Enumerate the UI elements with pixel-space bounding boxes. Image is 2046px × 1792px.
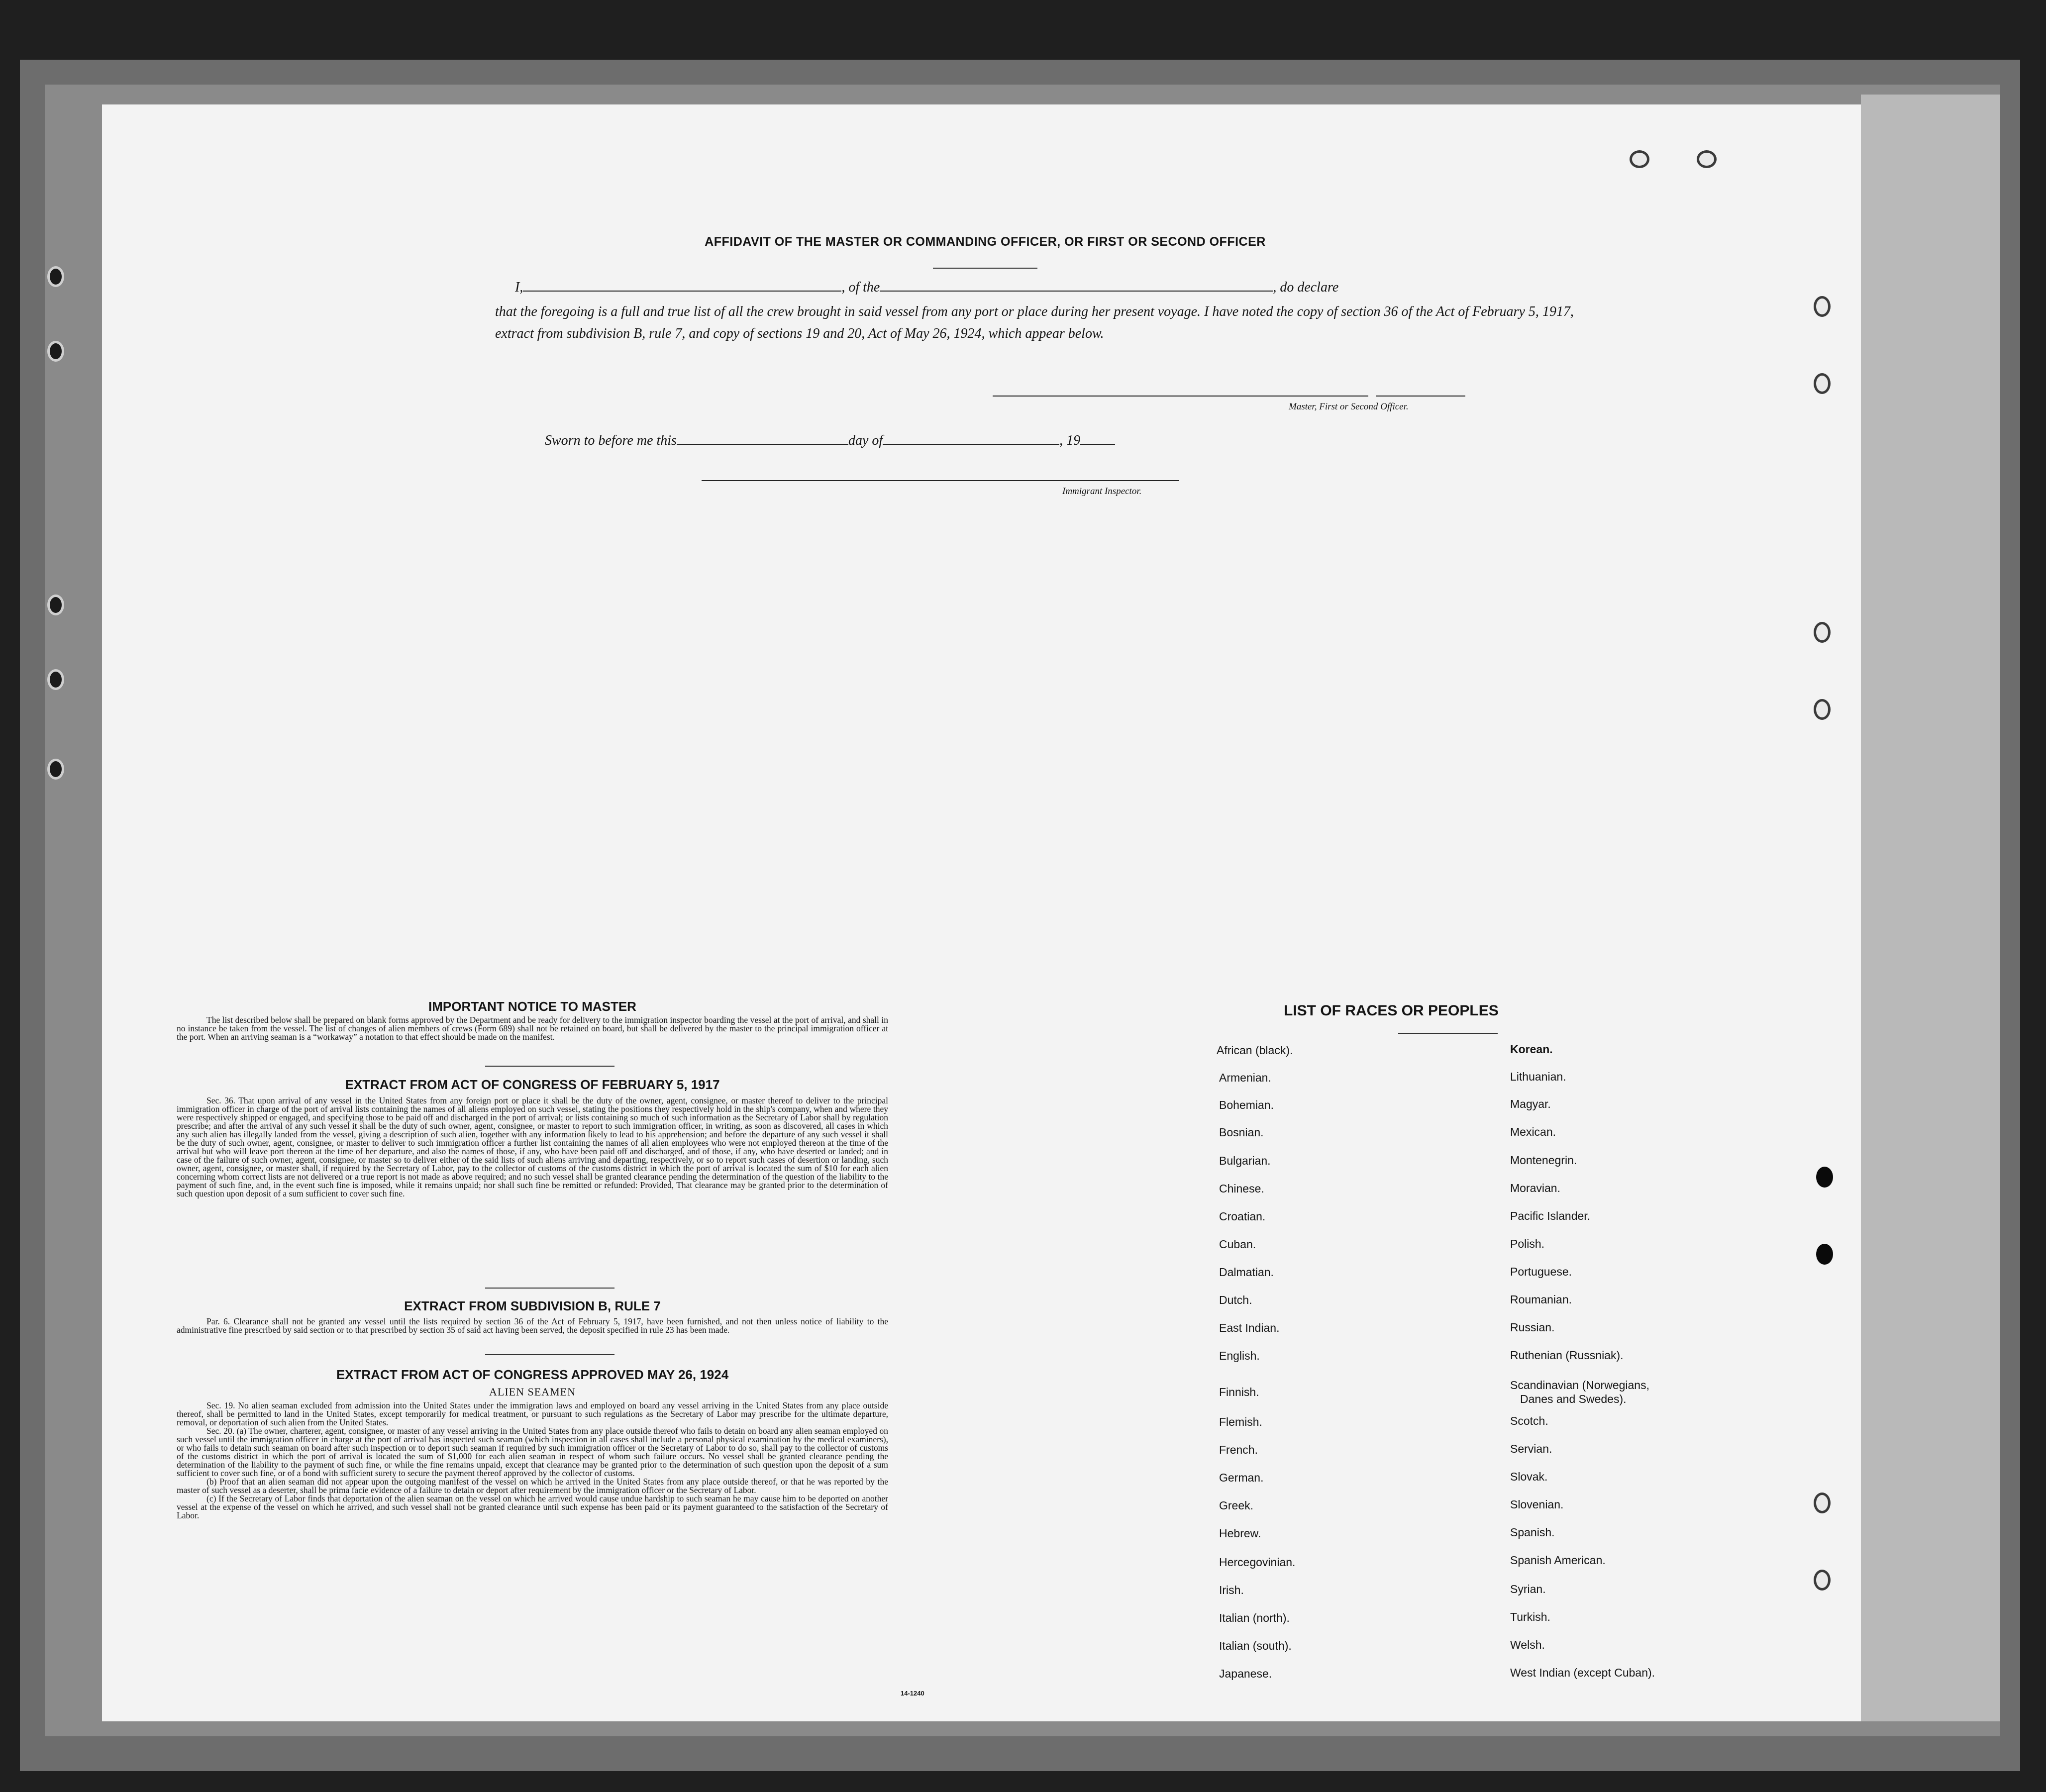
punch-hole [1814,296,1831,317]
sec-19-text: Sec. 19. No alien seaman excluded from admission into the United States under the immigration laws and employed on board any vessel arriving in the United States from any place outside thereof, shall be permitted to land in the United States, except temporarily for medical treatment, or pursuant to such regulations as the Secretary of Labor may prescribe for the ultimate departure, removal, or deportation of such alien from the United States. [177,1400,888,1427]
sworn-day-blank[interactable] [677,432,848,445]
rule7-title: EXTRACT FROM SUBDIVISION B, RULE 7 [404,1298,661,1313]
race-list-item: Flemish. [1219,1415,1262,1428]
race-list-item: Magyar. [1510,1097,1551,1110]
race-list-item: Bohemian. [1219,1098,1274,1111]
race-list-item: Slovenian. [1510,1498,1564,1511]
sworn-line [545,432,1115,449]
race-list-item: Dalmatian. [1219,1266,1274,1279]
race-list-item: Welsh. [1510,1638,1545,1651]
race-list-item: Spanish. [1510,1526,1555,1539]
race-list-item: Italian (north). [1219,1611,1290,1624]
races-underline [1398,1033,1498,1034]
race-list-item: Roumanian. [1510,1293,1572,1306]
vessel-blank[interactable] [880,279,1273,292]
race-list-item: Polish. [1510,1237,1545,1250]
extract-1924-text [177,1401,888,1520]
race-list-item: Moravian. [1510,1182,1560,1195]
inspector-signature-line[interactable] [702,480,1179,481]
punch-hole [47,759,64,780]
affidavit-i-label: I, [515,280,523,295]
race-list-item: Slovak. [1510,1470,1548,1483]
punch-hole [1816,1167,1833,1188]
race-list-item: West Indian (except Cuban). [1510,1666,1655,1679]
punch-hole [1814,1493,1831,1513]
race-list-item: Italian (south). [1219,1639,1292,1652]
sec-20a-text: Sec. 20. (a) The owner, charterer, agent, consignee, or master of any vessel arriving in the United States from any place outside thereof who fails to detain on board any alien seaman employed on such vessel until the immigration officer in charge at the port of arrival has inspected such seaman (which inspection in all cases shall include a personal physical examination by the medical examiners), or who fails to detain such seaman on board after such inspection or to deport such seaman if required by such immigration officer or the Secretary of Labor to do so, shall pay to the collector of customs of the customs district in which the port of arrival is located the sum of $1,000 for each alien seaman in respect of whom such failure occurs. No vessel shall be granted clearance pending the determination of the liability to the payment of such fine, or while the fine remains unpaid, except that clearance may be granted prior to the determination of such question upon the deposit of a sum sufficient to cover such fine, or of a bond with sufficient surety to secure the payment thereof approved by the collector of customs. [177,1426,888,1478]
race-list-item: Greek. [1219,1499,1254,1512]
race-list-item: German. [1219,1471,1264,1484]
race-list-item: Servian. [1510,1442,1552,1455]
punch-hole [47,669,64,690]
month-blank[interactable] [883,432,1059,445]
punch-hole [1630,150,1649,168]
sec-20c-text: (c) If the Secretary of Labor finds that deportation of the alien seaman on the vessel on which he arrived would cause undue hardship to such seaman he may cause him to be deported on another vessel at the expense of the vessel on which he arrived, and such vessel shall not be granted clearance until such expense has been paid or its payment guaranteed to the satisfaction of the Secretary of Labor. [177,1493,888,1520]
notice-title: IMPORTANT NOTICE TO MASTER [428,999,636,1014]
document-page [102,104,1861,1721]
races-title: LIST OF RACES OR PEOPLES [1284,1002,1499,1019]
punch-hole [1814,622,1831,643]
day-of-label: day of [848,433,883,448]
race-list-item: Scandinavian (Norwegians, [1510,1379,1649,1392]
punch-hole [1697,150,1717,168]
race-list-item: Bulgarian. [1219,1154,1271,1167]
race-list-item: Hebrew. [1219,1527,1261,1540]
affidavit-declare-label: , do declare [1273,280,1339,295]
notice-text: The list described below shall be prepared on blank forms approved by the Department and be ready for delivery to the immigration inspector boarding the vessel at the port of arrival, and shall in no instance be taken from the vessel. The list of changes of alien members of crews (Form 689) shall not be retained on board, but shall be delivered by the master to the principal immigration officer at the port. When an arriving seaman is a “workaway” a notation to that effect should be made on the manifest. [177,1015,888,1042]
race-list-item: French. [1219,1443,1258,1456]
race-list-item: Hercegovinian. [1219,1556,1296,1569]
master-signature-line-2[interactable] [1376,396,1465,397]
divider [485,1354,614,1355]
race-list-item: Bosnian. [1219,1126,1264,1139]
race-list-item: Portuguese. [1510,1265,1572,1278]
affidavit-of-the-label: , of the [841,280,880,295]
extract-1917-title: EXTRACT FROM ACT OF CONGRESS OF FEBRUARY 5, 1917 [345,1077,720,1092]
form-number: 14-1240 [901,1690,924,1697]
race-list-item: Finnish. [1219,1386,1259,1398]
rule7-text: Par. 6. Clearance shall not be granted any vessel until the lists required by section 36 of the Act of February 5, 1917, have been furnished, and not then unless notice of liability to the administrative fine prescribed by said section or to that prescribed by section 35 of said act having been served, the deposit specified in rule 23 has been made. [177,1316,888,1335]
stacked-page-edges [1861,95,2000,1721]
punch-hole [47,595,64,615]
punch-hole [47,266,64,287]
punch-hole [1814,373,1831,394]
race-list-item: Irish. [1219,1584,1244,1596]
year-prefix: , 19 [1059,433,1081,448]
sec-20b-text: (b) Proof that an alien seaman did not appear upon the outgoing manifest of the vessel on which he arrived in the United States from any place outside thereof, or that he was reported by the master of such vessel as a deserter, shall be prima facie evidence of a failure to detain or deport after requirement by the immigration officer or the Secretary of Labor. [177,1477,888,1495]
punch-hole [1814,699,1831,720]
title-underline [933,268,1037,269]
affidavit-body: that the foregoing is a full and true list of all the crew brought in said vessel from any port or place during her present voyage. I have noted the copy of section 36 of the Act of February 5, 1917, extract from subdivision B, rule 7, and copy of sections 19 and 20, Act of May 26, 1924, which appear below. [495,304,1574,341]
race-list-item: Russian. [1510,1321,1555,1334]
race-list-item: Croatian. [1219,1210,1266,1223]
race-list-item: Dutch. [1219,1294,1252,1306]
race-list-item: Montenegrin. [1510,1154,1577,1167]
punch-hole [47,341,64,362]
race-list-item: Japanese. [1219,1667,1272,1680]
extract-1924-subtitle: ALIEN SEAMEN [489,1386,576,1398]
race-list-item: Lithuanian. [1510,1070,1566,1083]
race-list-item: Danes and Swedes). [1520,1393,1627,1405]
affidavit-title: AFFIDAVIT OF THE MASTER OR COMMANDING OFFICER, OR FIRST OR SECOND OFFICER [705,235,1266,249]
divider [485,1288,614,1289]
race-list-item: Armenian. [1219,1071,1271,1084]
race-list-item: East Indian. [1219,1321,1280,1334]
extract-1917-text: Sec. 36. That upon arrival of any vessel in the United States from any foreign port or place it shall be the duty of the owner, agent, consignee, or master thereof to deliver to the principal immigration officer in charge of the port of arrival lists containing the names of all aliens employed on such vessel, stating the positions they respectively hold in the ship's company, when and where they were respectively shipped or engaged, and specifying those to be paid off and discharged in the port of arrival; or lists containing so much of such information as the Secretary of Labor shall by regulation prescribe; and after the arrival of any such vessel it shall be the duty of such owner, agent, consignee, or master to report to such immigration officer, in writing, as soon as discovered, all cases in which any such alien has illegally landed from the vessel, giving a description of such alien, together with any information likely to lead to his apprehension; and before the departure of any such vessel it shall be the duty of such owner, agent, consignee, or master to deliver to such immigration officer a further list containing the names of all alien employees who were not employed thereon at the time of the arrival but who will leave port thereon at the time of her departure, and also the names of those, if any, who have been paid off and discharged, and of those, if any, who have deserted or landed; and in case of the failure of such owner, agent, consignee, or master so to deliver either of the said lists of such aliens arriving and departing, respectively, or so to report such cases of desertion or landing, such owner, agent, consignee, or master shall, if required by the Secretary of Labor, pay to the collector of customs of the customs district in which the port of arrival is located the sum of $10 for each alien concerning whom correct lists are not delivered or a true report is not made as above required; and no such vessel shall be granted clearance pending the determination of the question of the liability to the payment of such fine, and, in the event such fine is imposed, while it remains unpaid; nor shall such fine be remitted or refunded: Provided, That clearance may be granted prior to the determination of such question upon deposit of a sum sufficient to cover such fine. [177,1095,888,1198]
year-blank[interactable] [1080,432,1115,445]
race-list-item: Cuban. [1219,1238,1256,1251]
master-signature-line[interactable] [993,396,1368,397]
race-list-item: Turkish. [1510,1610,1550,1623]
punch-hole [1816,1244,1833,1265]
race-list-item: Spanish American. [1510,1554,1606,1567]
sworn-label: Sworn to before me this [545,433,677,448]
race-list-item: Mexican. [1510,1125,1556,1138]
punch-hole [1814,1570,1831,1591]
master-caption: Master, First or Second Officer. [1289,401,1409,412]
race-list-item: African (black). [1217,1044,1293,1057]
race-list-item: Ruthenian (Russniak). [1510,1349,1624,1362]
race-list-item: English. [1219,1349,1260,1362]
inspector-caption: Immigrant Inspector. [1062,486,1142,497]
race-list-item: Korean. [1510,1043,1553,1056]
race-list-item: Chinese. [1219,1182,1264,1195]
race-list-item: Scotch. [1510,1414,1548,1427]
race-list-item: Pacific Islander. [1510,1209,1591,1222]
divider [485,1066,614,1067]
extract-1924-title: EXTRACT FROM ACT OF CONGRESS APPROVED MAY 26, 1924 [336,1367,729,1382]
race-list-item: Syrian. [1510,1583,1546,1595]
affidavit-first-line [515,279,1338,296]
name-blank[interactable] [523,279,841,292]
